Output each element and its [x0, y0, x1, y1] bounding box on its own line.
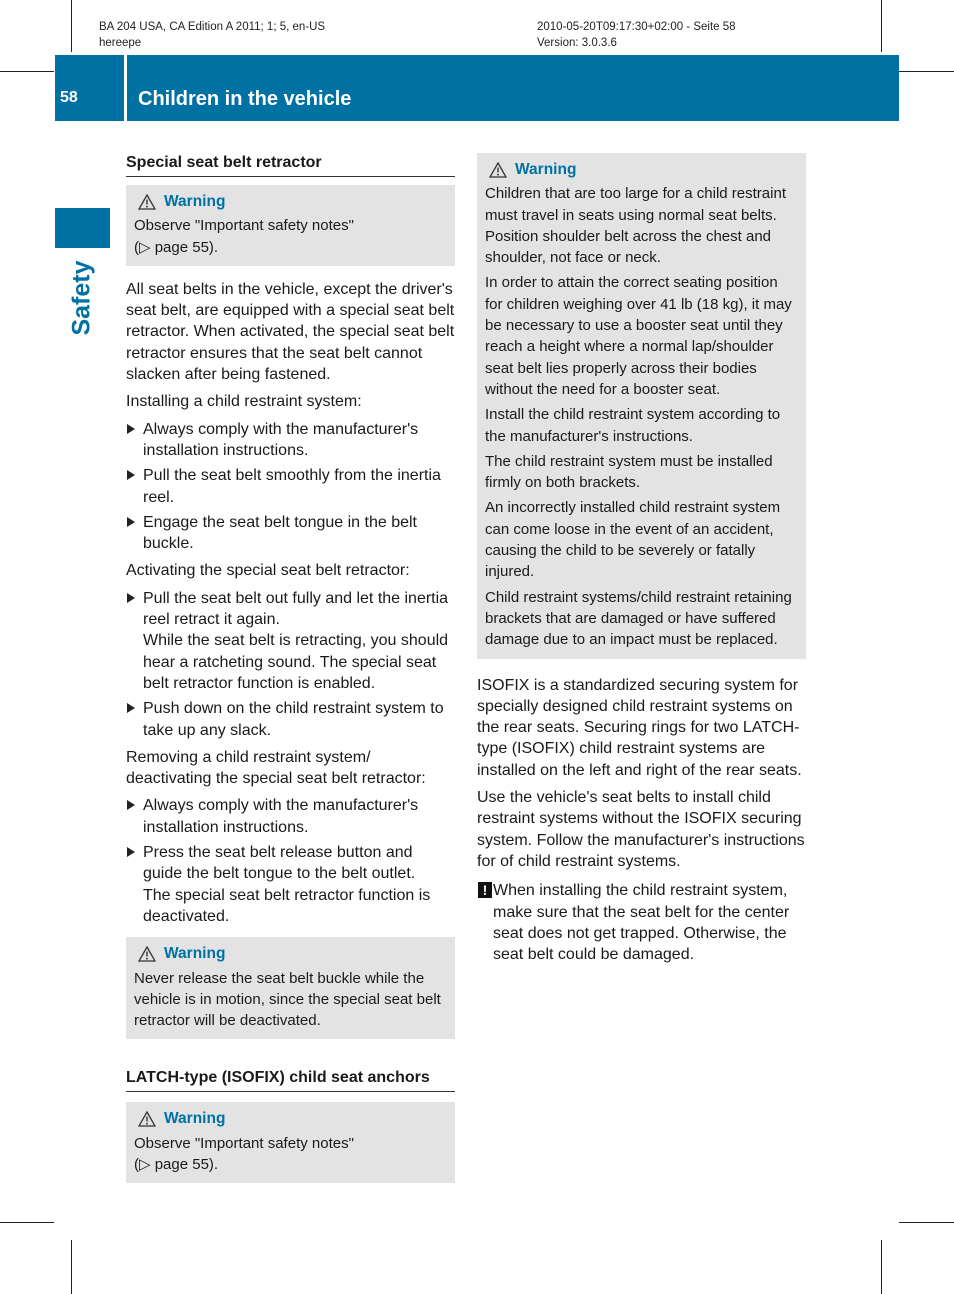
step-text: Pull the seat belt smoothly from the inertia reel.	[143, 467, 441, 506]
side-tab-label: Safety	[67, 260, 96, 336]
warning-title	[489, 159, 798, 180]
crop-mark	[899, 71, 954, 72]
warning-box	[126, 937, 455, 1039]
list-item	[126, 465, 455, 508]
warning-paragraph: Children that are too large for a child restraint must travel in seats using normal seat belts. Position shoulder belt across the chest and shoulder, not face or neck.	[485, 185, 786, 267]
activating-steps	[126, 588, 455, 741]
right-column	[477, 153, 806, 965]
header-divider	[124, 55, 127, 121]
warning-title	[138, 1108, 447, 1129]
crop-mark	[0, 1222, 54, 1223]
print-meta-left	[99, 19, 325, 51]
page-number: 58	[60, 89, 78, 106]
crop-mark	[881, 0, 882, 52]
list-item	[126, 698, 455, 741]
crop-mark	[71, 1240, 72, 1294]
arrow-bullet-icon	[127, 424, 135, 434]
activating-label: Activating the special seat belt retractor:	[126, 562, 410, 580]
exclamation-icon: !	[478, 882, 492, 898]
crop-mark	[881, 1240, 882, 1294]
section-heading-isofix: LATCH-type (ISOFIX) child seat anchors	[126, 1067, 455, 1092]
list-item	[126, 512, 455, 555]
isofix-paragraph: ISOFIX is a standardized securing system for specially designed child restraint systems on the rear seats. Securing rings for two LATCH-type (ISOFIX) child restraint systems are installed on the left and right of the rear seats.	[477, 676, 802, 779]
seatbelt-paragraph: Use the vehicle's seat belts to install child restraint systems without the ISOFIX securing system. Follow the manufacturer's instructions for of child restraint systems.	[477, 789, 805, 870]
page-reference-link[interactable]: (▷ page 55).	[134, 238, 219, 256]
meta-timestamp: 2010-05-20T09:17:30+02:00 - Seite 58	[537, 21, 736, 33]
section-heading-special-retractor: Special seat belt retractor	[126, 152, 455, 177]
arrow-bullet-icon	[127, 593, 135, 603]
installing-steps	[126, 419, 455, 555]
side-tab-marker	[55, 208, 110, 248]
note-text: When installing the child restraint system, make sure that the seat belt for the center seat does not get trapped. Otherwise, the seat belt could be damaged.	[493, 882, 790, 964]
warning-triangle-icon	[138, 1111, 156, 1127]
crop-mark	[899, 1222, 954, 1223]
meta-doc-id: BA 204 USA, CA Edition A 2011; 1; 5, en-US	[99, 21, 326, 33]
meta-author: hereepe	[99, 37, 142, 49]
warning-box	[126, 185, 455, 266]
warning-text: Never release the seat belt buckle while the vehicle is in motion, since the special seat belt retractor will be deactivated.	[134, 969, 441, 1030]
warning-paragraph: An incorrectly installed child restraint system can come loose in the event of an accident, causing the child to be severely or fatally injured.	[485, 499, 781, 581]
warning-paragraph: Install the child restraint system according to the manufacturer's instructions.	[485, 406, 781, 445]
warning-title	[138, 191, 447, 212]
step-detail: The special seat belt retractor function is deactivated.	[143, 886, 431, 925]
warning-triangle-icon	[138, 194, 156, 210]
damage-note	[477, 880, 806, 965]
warning-box	[477, 153, 806, 659]
step-detail: While the seat belt is retracting, you should hear a ratcheting sound. The special seat belt retractor function is enabled.	[143, 632, 449, 692]
list-item	[126, 842, 455, 927]
arrow-bullet-icon	[127, 847, 135, 857]
warning-title-text: Warning	[515, 161, 577, 178]
chapter-title: Children in the vehicle	[138, 88, 352, 110]
arrow-bullet-icon	[127, 800, 135, 810]
crop-mark	[71, 0, 72, 52]
page-reference-link[interactable]: (▷ page 55).	[134, 1155, 219, 1173]
warning-triangle-icon	[138, 946, 156, 962]
warning-title-text: Warning	[164, 945, 226, 963]
crop-mark	[0, 71, 54, 72]
arrow-bullet-icon	[127, 703, 135, 713]
intro-paragraph: All seat belts in the vehicle, except the driver's seat belt, are equipped with a special seat belt retractor. When activated, the special seat belt retractor ensures that the seat belt cannot slacken after being fastened.	[126, 280, 455, 384]
warning-title-text: Warning	[164, 1110, 226, 1128]
warning-paragraph: Child restraint systems/child restraint retaining brackets that are damaged or have suffered damage due to an impact must be replaced.	[485, 588, 792, 649]
list-item	[126, 419, 455, 462]
warning-title	[138, 943, 447, 964]
warning-text: Observe "Important safety notes"	[134, 1134, 354, 1152]
step-text: Engage the seat belt tongue in the belt buckle.	[143, 513, 417, 553]
arrow-bullet-icon	[127, 470, 135, 480]
warning-paragraph: The child restraint system must be installed firmly on both brackets.	[485, 452, 773, 492]
arrow-bullet-icon	[127, 517, 135, 527]
warning-title-text: Warning	[164, 193, 226, 210]
print-meta-right	[537, 19, 736, 51]
warning-box	[126, 1102, 455, 1183]
list-item	[126, 795, 455, 838]
step-text: Press the seat belt release button and guide the belt tongue to the belt outlet.	[143, 844, 416, 883]
left-column	[126, 152, 455, 1183]
step-text: Always comply with the manufacturer's installation instructions.	[143, 420, 419, 459]
step-text: Always comply with the manufacturer's installation instructions.	[143, 797, 419, 836]
step-text: Push down on the child restraint system to take up any slack.	[143, 700, 444, 739]
installing-label: Installing a child restraint system:	[126, 393, 362, 411]
removing-steps	[126, 795, 455, 927]
warning-text: Observe "Important safety notes"	[134, 217, 354, 235]
meta-version: Version: 3.0.3.6	[537, 37, 617, 49]
removing-label: Removing a child restraint system/ deactivating the special seat belt retractor:	[126, 748, 426, 788]
warning-paragraph: In order to attain the correct seating position for children weighing over 41 lb (18 kg), it may be necessary to use a booster seat until they reach a height where a normal lap/shoulder seat belt lies properly across their bodies without the need for a booster seat.	[485, 274, 792, 398]
step-text: Pull the seat belt out fully and let the inertia reel retract it again.	[143, 589, 449, 629]
list-item	[126, 588, 455, 694]
warning-triangle-icon	[489, 162, 507, 178]
